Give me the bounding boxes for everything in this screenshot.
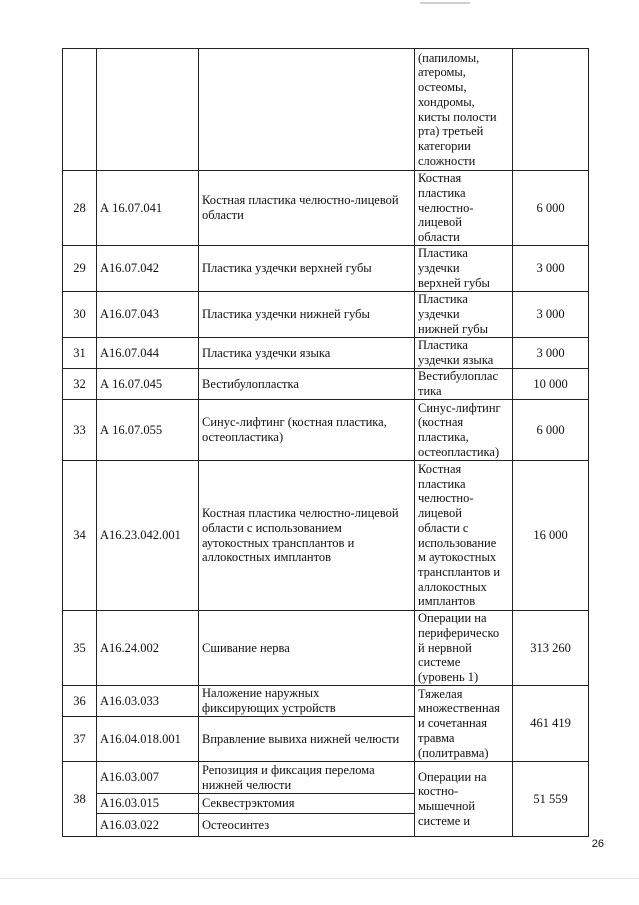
service-code <box>97 49 199 171</box>
service-group: Пластика уздечки верхней губы <box>415 246 513 292</box>
table-row <box>63 400 589 461</box>
service-code: А16.24.002 <box>97 611 199 686</box>
service-code: А16.23.042.001 <box>97 461 199 611</box>
scan-artifact-top <box>420 2 470 4</box>
service-code: А 16.07.041 <box>97 171 199 246</box>
service-group: Вестибулоплас тика <box>415 369 513 400</box>
service-group: (папиломы, атеромы, остеомы, хондромы, кисты полости рта) третьей категории сложности <box>415 49 513 171</box>
service-code: А16.04.018.001 <box>97 717 199 762</box>
price <box>513 49 589 171</box>
service-name: Наложение наружных фиксирующих устройств <box>199 686 415 717</box>
service-group: Пластика уздечки нижней губы <box>415 292 513 338</box>
table-row <box>63 246 589 292</box>
service-code: А 16.07.055 <box>97 400 199 461</box>
price-table <box>62 48 589 837</box>
page-number: 26 <box>591 838 604 850</box>
service-name: Пластика уздечки верхней губы <box>199 246 415 292</box>
scan-artifact-bottom <box>0 878 639 879</box>
service-group: Синус-лифтинг (костная пластика, остеопластика) <box>415 400 513 461</box>
table-row <box>63 49 589 171</box>
service-name: Сшивание нерва <box>199 611 415 686</box>
table-row <box>63 611 589 686</box>
row-number: 37 <box>63 717 97 762</box>
service-code: А16.03.007 <box>97 762 199 794</box>
table-row <box>63 461 589 611</box>
price: 10 000 <box>513 369 589 400</box>
service-code: А16.03.022 <box>97 814 199 837</box>
service-name: Остеосинтез <box>199 814 415 837</box>
table-row <box>63 292 589 338</box>
service-name: Синус-лифтинг (костная пластика, остеопластика) <box>199 400 415 461</box>
price: 51 559 <box>513 762 589 837</box>
price: 3 000 <box>513 338 589 369</box>
price: 461 419 <box>513 686 589 762</box>
row-number: 31 <box>63 338 97 369</box>
service-group: Пластика уздечки языка <box>415 338 513 369</box>
service-code: А 16.07.045 <box>97 369 199 400</box>
row-number: 34 <box>63 461 97 611</box>
service-name: Секвестрэктомия <box>199 794 415 814</box>
service-code: А16.07.042 <box>97 246 199 292</box>
price: 313 260 <box>513 611 589 686</box>
row-number <box>63 49 97 171</box>
price: 16 000 <box>513 461 589 611</box>
row-number: 28 <box>63 171 97 246</box>
service-code: А16.03.015 <box>97 794 199 814</box>
row-number: 35 <box>63 611 97 686</box>
service-code: А16.07.044 <box>97 338 199 369</box>
service-code: А16.07.043 <box>97 292 199 338</box>
row-number: 38 <box>63 762 97 837</box>
table-row <box>63 338 589 369</box>
price: 6 000 <box>513 400 589 461</box>
service-group: Костная пластика челюстно- лицевой области <box>415 171 513 246</box>
price: 3 000 <box>513 246 589 292</box>
service-name: Костная пластика челюстно-лицевой области <box>199 171 415 246</box>
row-number: 36 <box>63 686 97 717</box>
service-name: Вправление вывиха нижней челюсти <box>199 717 415 762</box>
service-name: Пластика уздечки нижней губы <box>199 292 415 338</box>
table-row <box>63 686 589 717</box>
service-name: Вестибулопластка <box>199 369 415 400</box>
price: 3 000 <box>513 292 589 338</box>
price: 6 000 <box>513 171 589 246</box>
service-name: Репозиция и фиксация перелома нижней челюсти <box>199 762 415 794</box>
service-group: Тяжелая множественная и сочетанная травма (политравма) <box>415 686 513 762</box>
row-number: 33 <box>63 400 97 461</box>
service-group: Костная пластика челюстно- лицевой области с использование м аутокостных трансплантов и аллокостных имплантов <box>415 461 513 611</box>
service-name: Костная пластика челюстно-лицевой области с использованием аутокостных трансплантов и аллокостных имплантов <box>199 461 415 611</box>
table-row <box>63 762 589 794</box>
service-name <box>199 49 415 171</box>
row-number: 30 <box>63 292 97 338</box>
row-number: 29 <box>63 246 97 292</box>
service-name: Пластика уздечки языка <box>199 338 415 369</box>
table-row <box>63 171 589 246</box>
service-code: А16.03.033 <box>97 686 199 717</box>
row-number: 32 <box>63 369 97 400</box>
table-row <box>63 369 589 400</box>
service-group: Операции на костно- мышечной системе и <box>415 762 513 837</box>
service-group: Операции на периферическо й нервной системе (уровень 1) <box>415 611 513 686</box>
